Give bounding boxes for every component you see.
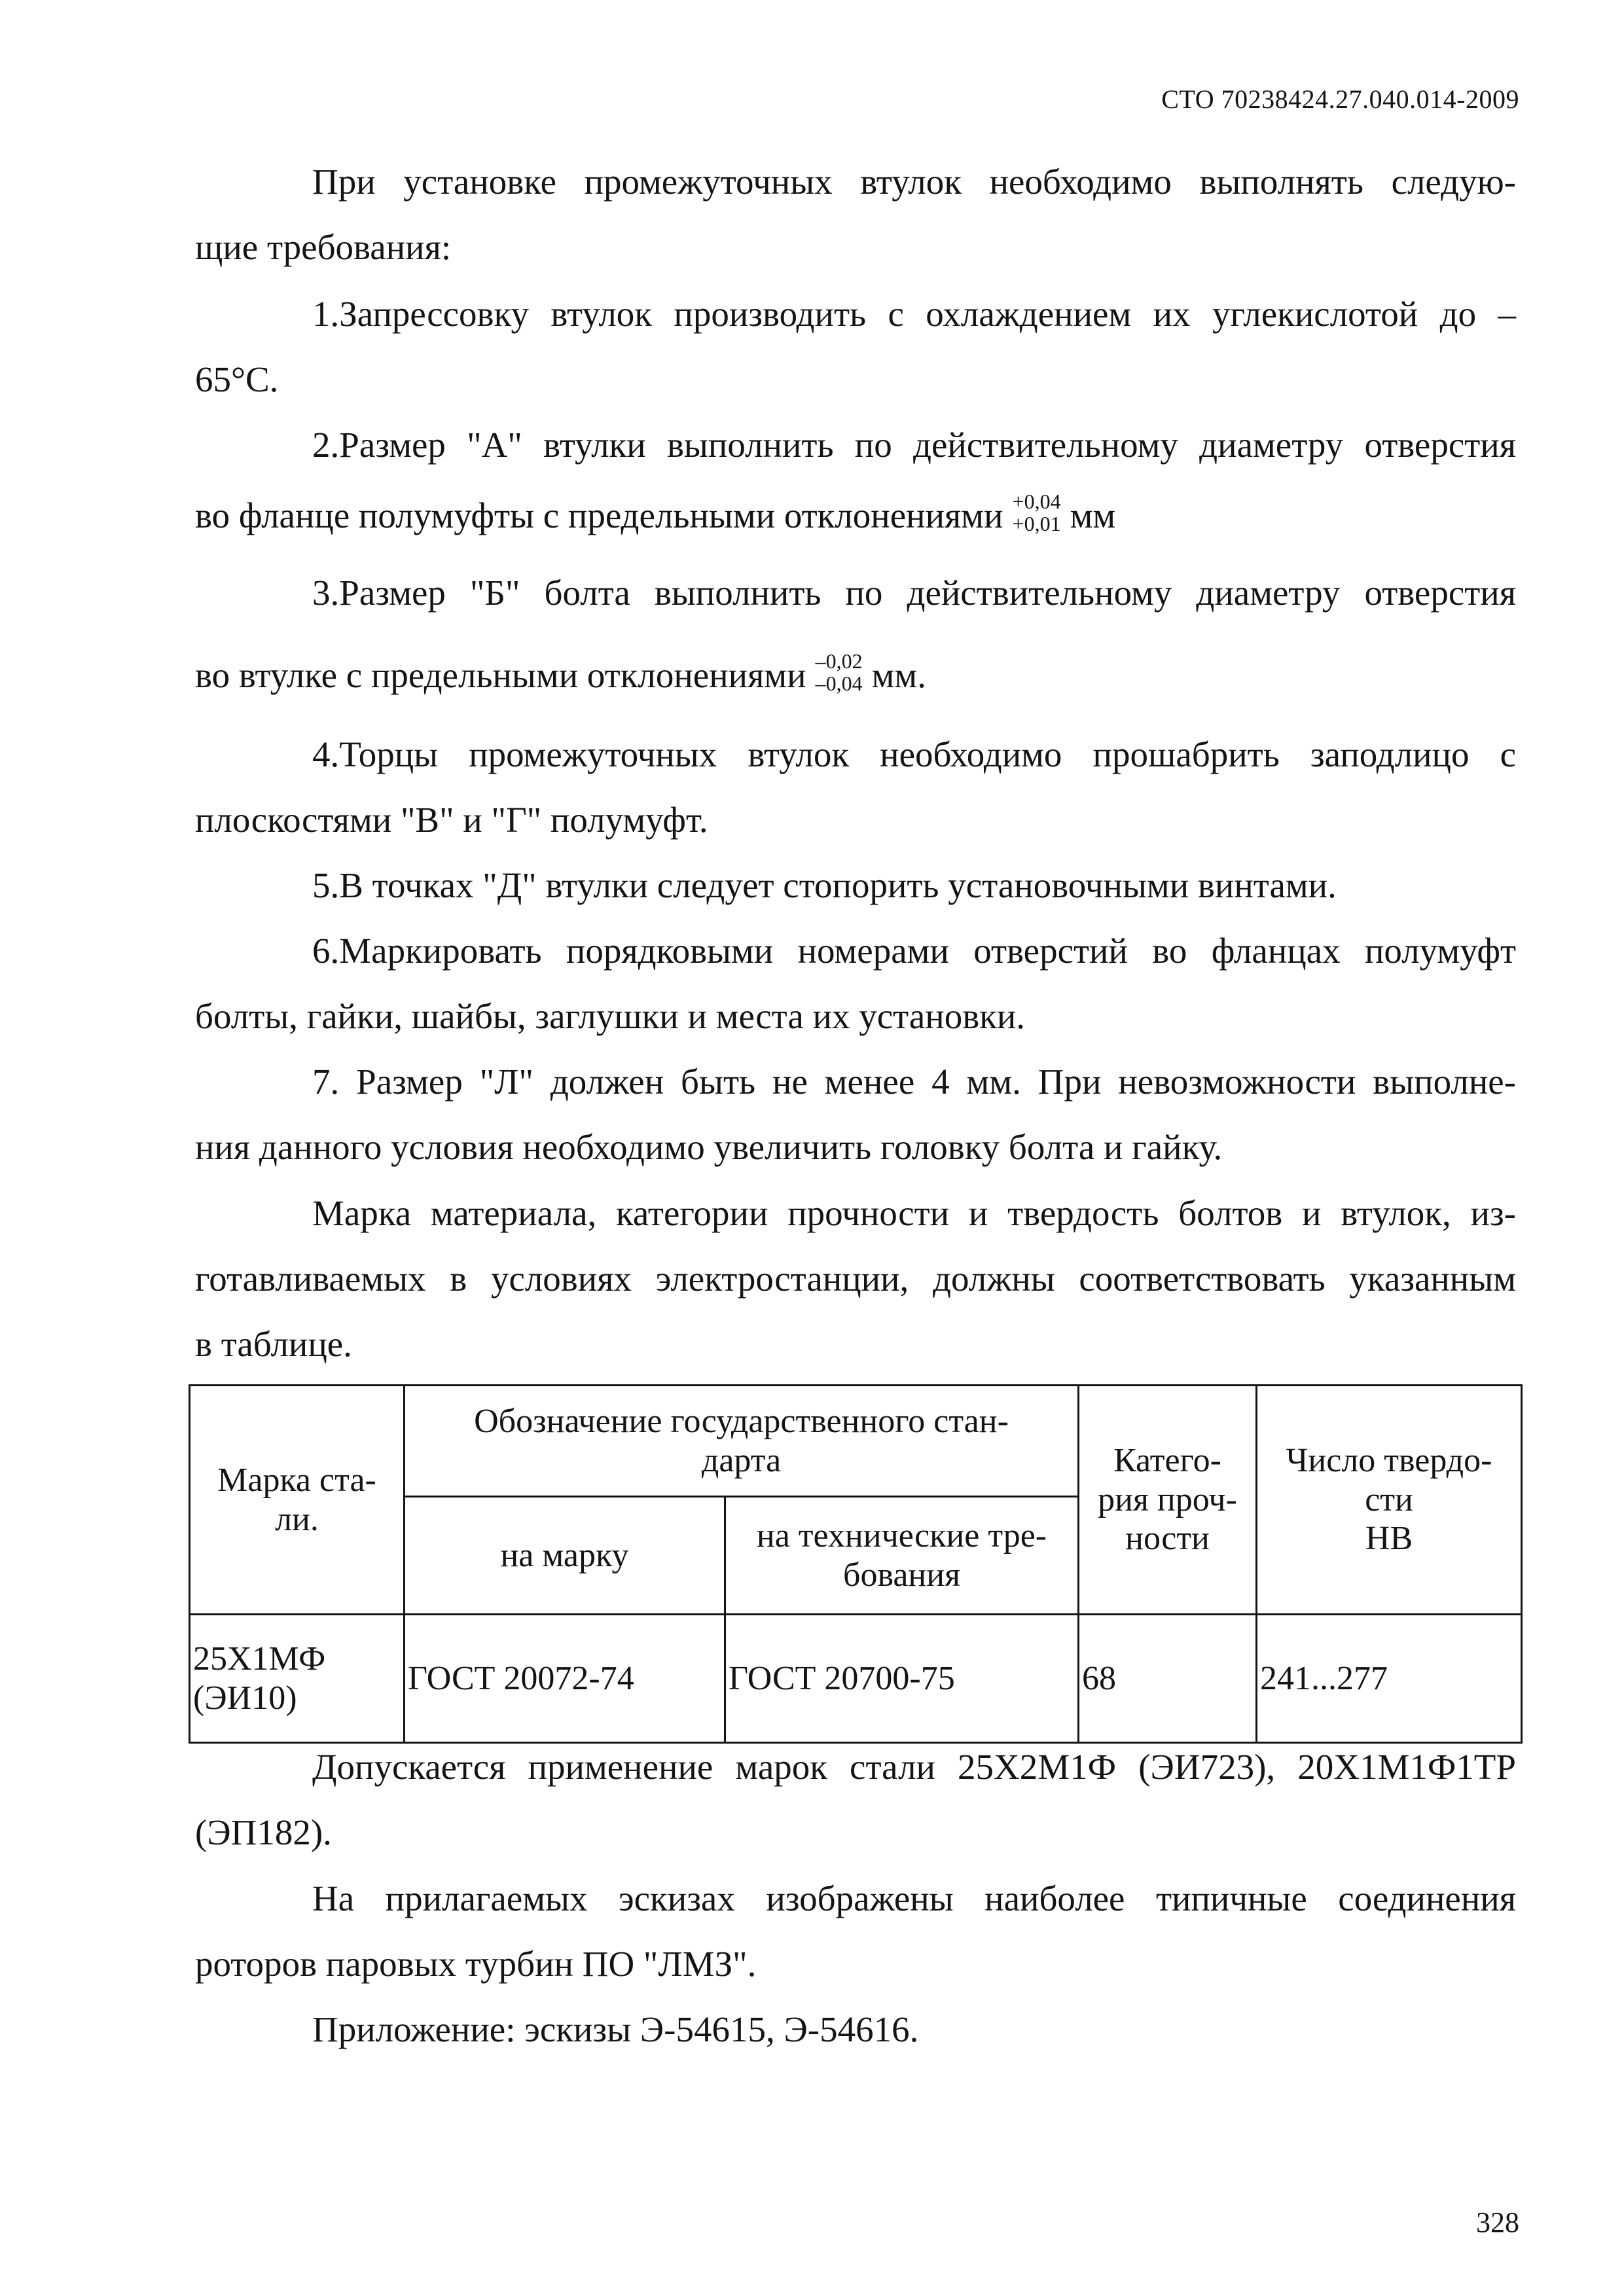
- header-steel-grade: Марка ста- ли.: [190, 1386, 405, 1615]
- requirement-2-line-2: [195, 490, 1516, 541]
- intro-line-1: При установке промежуточных втулок необходимо выполнять следую-: [312, 162, 1516, 202]
- sketches-line-1: На прилагаемых эскизах изображены наиболее типичные соединения: [312, 1878, 1516, 1918]
- requirement-2-unit: мм: [1070, 495, 1116, 536]
- table-row: [190, 1615, 1522, 1743]
- requirement-4-line-2: плоскостями "В" и "Г" полумуфт.: [195, 800, 708, 840]
- intro-line-2: щие требования:: [195, 227, 452, 267]
- header-hardness: Число твердо- сти НВ: [1257, 1386, 1522, 1615]
- requirement-3-line-1: 3.Размер "Б" болта выполнить по действительному диаметру отверстия: [312, 573, 1516, 613]
- requirement-2-text: во фланце полумуфты с предельными отклонениями: [195, 495, 1003, 536]
- requirement-5-line-1: 5.В точках "Д" втулки следует стопорить установочными винтами.: [312, 865, 1337, 905]
- steel-specification-table: [189, 1384, 1523, 1744]
- tolerance-upper: +0,04: [1012, 490, 1061, 513]
- cell-hardness: 241...277: [1257, 1615, 1522, 1743]
- requirement-1-line-2: 65°С.: [195, 359, 279, 399]
- cell-tech-standard: ГОСТ 20700-75: [725, 1615, 1079, 1743]
- tolerance-lower: –0,04: [815, 671, 863, 695]
- allowed-line-2: (ЭП182).: [195, 1812, 332, 1852]
- requirement-2-line-1: 2.Размер "А" втулки выполнить по действительному диаметру отверстия: [312, 425, 1516, 465]
- requirement-7-line-2: ния данного условия необходимо увеличить головку болта и гайку.: [195, 1127, 1223, 1167]
- cell-steel: 25Х1МФ (ЭИ10): [190, 1615, 405, 1743]
- header-grade-standard: на марку: [405, 1497, 725, 1615]
- requirement-3-line-2: [195, 649, 1516, 701]
- tolerance-lower: +0,01: [1012, 511, 1061, 535]
- appendix-line: Приложение: эскизы Э-54615, Э-54616.: [312, 2009, 919, 2049]
- requirement-1-line-1: 1.Запрессовку втулок производить с охлаждением их углекислотой до –: [312, 294, 1516, 334]
- cell-category: 68: [1079, 1615, 1257, 1743]
- material-line-2: готавливаемых в условиях электростанции, должны соответствовать указанным: [195, 1259, 1516, 1299]
- tolerance-upper: –0,02: [815, 649, 863, 673]
- requirement-3-unit: мм.: [871, 655, 926, 696]
- requirement-3-tolerance: [816, 651, 863, 694]
- header-technical-requirements: на технические тре- бования: [725, 1497, 1079, 1615]
- requirement-3-text: во втулке с предельными отклонениями: [195, 655, 806, 696]
- header-strength-category: Катего- рия проч- ности: [1079, 1386, 1257, 1615]
- requirement-4-line-1: 4.Торцы промежуточных втулок необходимо прошабрить заподлицо с: [312, 734, 1516, 774]
- material-line-1: Марка материала, категории прочности и твердость болтов и втулок, из-: [312, 1193, 1516, 1233]
- header-state-standard: Обозначение государственного стан- дарта: [405, 1386, 1079, 1497]
- material-line-3: в таблице.: [195, 1324, 352, 1364]
- table-header-row: [190, 1386, 1522, 1497]
- page-number: 328: [1476, 2206, 1519, 2238]
- sketches-line-2: роторов паровых турбин ПО "ЛМЗ".: [195, 1944, 757, 1984]
- allowed-line-1: Допускается применение марок стали 25Х2М1Ф (ЭИ723), 20Х1М1Ф1ТР: [312, 1747, 1516, 1787]
- cell-grade-standard: ГОСТ 20072-74: [405, 1615, 725, 1743]
- requirement-2-tolerance: [1013, 491, 1061, 535]
- requirement-6-line-2: болты, гайки, шайбы, заглушки и места их установки.: [195, 996, 1026, 1036]
- requirement-7-line-1: 7. Размер "Л" должен быть не менее 4 мм. При невозможности выполне-: [312, 1062, 1516, 1102]
- document-code: СТО 70238424.27.040.014-2009: [1161, 84, 1519, 114]
- requirement-6-line-1: 6.Маркировать порядковыми номерами отверстий во фланцах полумуфт: [312, 931, 1516, 971]
